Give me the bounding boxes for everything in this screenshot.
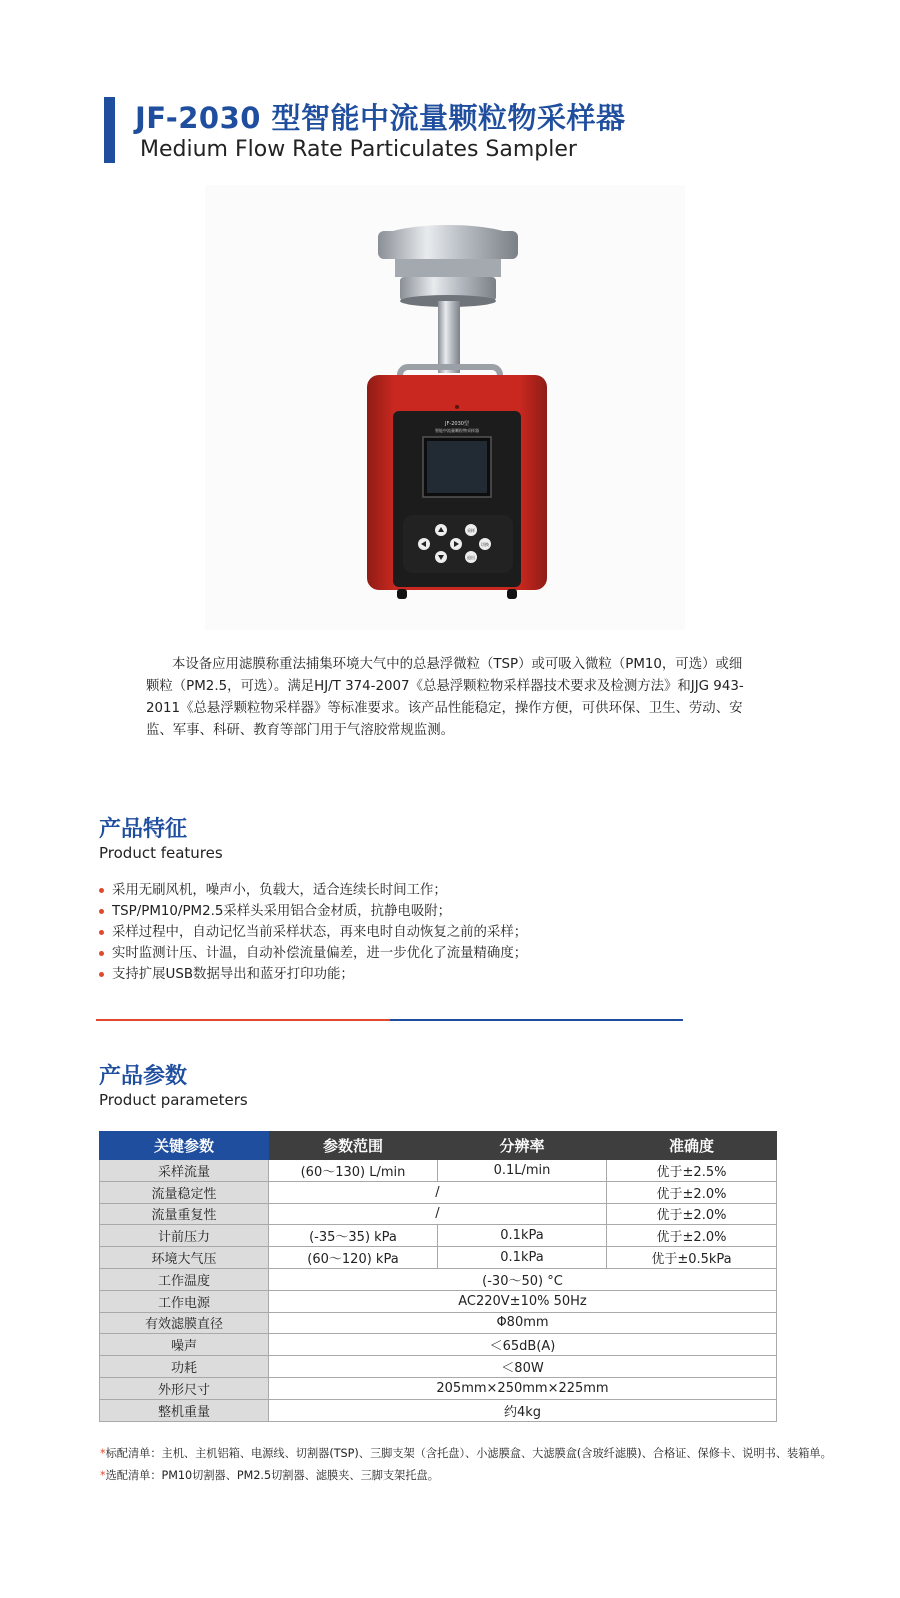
product-image <box>205 185 685 630</box>
foot-left <box>397 589 407 599</box>
table-row: 采样流量 (60～130) L/min 0.1L/min 优于±2.5% <box>100 1160 777 1182</box>
sampling-head-ring <box>395 259 501 277</box>
sampler-illustration <box>205 185 685 630</box>
table-row: 整机重量 约4kg <box>100 1399 777 1421</box>
optional-list-note: *选配清单：PM10切割器、PM2.5切割器、滤膜夹、三脚支架托盘。 <box>100 1469 439 1482</box>
table-row: 计前压力 (-35～35) kPa 0.1kPa 优于±2.0% <box>100 1225 777 1247</box>
header-range: 参数范围 <box>269 1132 438 1160</box>
table-row: 工作温度 (-30～50) °C <box>100 1268 777 1290</box>
header-key: 关键参数 <box>100 1132 269 1160</box>
table-row: 流量重复性 / 优于±2.0% <box>100 1203 777 1225</box>
feature-item: 支持扩展USB数据导出和蓝牙打印功能； <box>99 964 527 985</box>
table-row: 工作电源 AC220V±10% 50Hz <box>100 1290 777 1312</box>
sampling-head-body <box>378 231 518 259</box>
features-subtitle: Product features <box>99 844 223 862</box>
features-title: 产品特征 <box>99 817 188 842</box>
product-description: 本设备应用滤膜称重法捕集环境大气中的总悬浮微粒（TSP）或可吸入微粒（PM10，可选）或细颗粒（PM2.5，可选）。满足HJ/T 374-2007《总悬浮颗粒物采样器技术要求及检测方法》和JJG 943-2011《总悬浮颗粒物采样器》等标准要求。该产品性能稳定，操作方便，可供环保、卫生、劳动、安监、军事、科研、教育等部门用于气溶胶常规监测。 <box>146 657 744 738</box>
bullet-icon <box>99 909 104 914</box>
package-notes <box>100 1443 832 1487</box>
bullet-icon <box>99 888 104 893</box>
feature-item: 采用无刷风机，噪声小，负载大，适合连续长时间工作； <box>99 880 527 901</box>
header-resolution: 分辨率 <box>438 1132 607 1160</box>
svg-text:退出: 退出 <box>467 555 475 560</box>
table-row: 有效滤膜直径 Φ80mm <box>100 1312 777 1334</box>
feature-item: TSP/PM10/PM2.5采样头采用铝合金材质，抗静电吸附； <box>99 901 527 922</box>
feature-item: 实时监测计压、计温，自动补偿流量偏差，进一步优化了流量精确度； <box>99 943 527 964</box>
bullet-icon <box>99 972 104 977</box>
table-row: 外形尺寸 205mm×250mm×225mm <box>100 1377 777 1399</box>
bullet-icon <box>99 930 104 935</box>
parameters-table <box>99 1131 777 1422</box>
table-header-row <box>100 1132 777 1160</box>
intake-pipe <box>438 301 460 373</box>
parameters-subtitle: Product parameters <box>99 1091 248 1109</box>
svg-text:切换: 切换 <box>481 542 489 547</box>
title-accent-bar <box>104 97 115 163</box>
feature-item: 采样过程中，自动记忆当前采样状态，再来电时自动恢复之前的采样； <box>99 922 527 943</box>
table-row: 功耗 ＜80W <box>100 1356 777 1378</box>
foot-right <box>507 589 517 599</box>
table-row: 噪声 ＜65dB(A) <box>100 1334 777 1356</box>
screen-model-label: JF-2030型 <box>445 421 469 427</box>
divider-blue <box>390 1019 683 1021</box>
screen-name-label: 智能中流量颗粒物采样器 <box>435 428 479 433</box>
svg-text:采样: 采样 <box>467 528 475 533</box>
table-row: 环境大气压 (60～120) kPa 0.1kPa 优于±0.5kPa <box>100 1247 777 1269</box>
parameters-title: 产品参数 <box>99 1064 188 1089</box>
standard-list-note: *标配清单：主机、主机铝箱、电源线、切割器(TSP)、三脚支架（含托盘）、小滤膜盒、大滤膜盒(含玻纤滤膜)、合格证、保修卡、说明书、装箱单。 <box>100 1447 832 1460</box>
page-title: JF-2030 型智能中流量颗粒物采样器 <box>135 101 626 135</box>
table-row: 流量稳定性 / 优于±2.0% <box>100 1181 777 1203</box>
header-accuracy: 准确度 <box>607 1132 777 1160</box>
divider-red <box>96 1019 390 1021</box>
features-list <box>99 880 527 985</box>
page-subtitle: Medium Flow Rate Particulates Sampler <box>140 137 577 162</box>
bullet-icon <box>99 951 104 956</box>
